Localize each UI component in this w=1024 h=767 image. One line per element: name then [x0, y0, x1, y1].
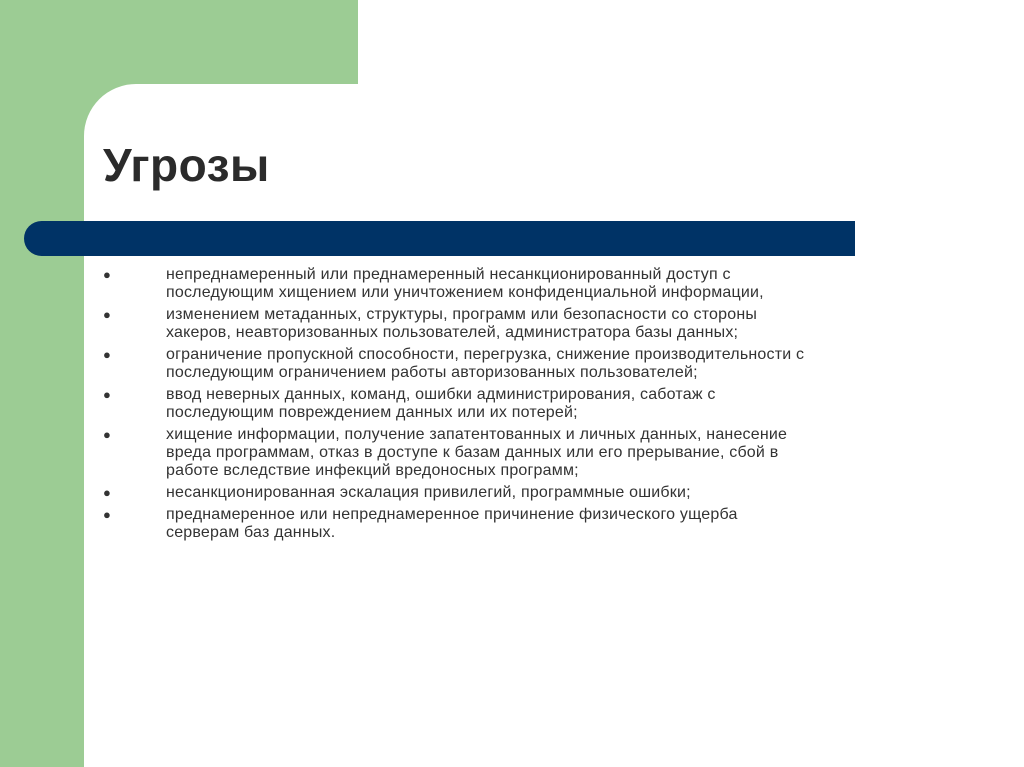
bullet-text: хищение информации, получение запатентованных и личных данных, нанесение вреда программам, отказ в доступе к базам данных или его прерывание, сбой в работе вследствие инфекций вредоносных программ;	[166, 426, 788, 479]
bullet-icon: ●	[103, 485, 111, 500]
bullet-text: непреднамеренный или преднамеренный несанкционированный доступ с последующим хищением или уничтожением конфиденциальной информации,	[166, 266, 764, 301]
bullet-text: изменением метаданных, структуры, программ или безопасности со стороны хакеров, неавторизованных пользователей, администратора базы данных;	[166, 306, 758, 341]
bullet-icon: ●	[103, 347, 111, 362]
title-underline-bar	[24, 221, 855, 256]
bullet-icon: ●	[103, 387, 111, 402]
list-item	[100, 484, 960, 502]
list-item	[100, 306, 960, 342]
bullet-text: преднамеренное или непреднамеренное причинение физического ущерба серверам баз данных.	[166, 506, 738, 541]
list-item	[100, 266, 960, 302]
bullet-icon: ●	[103, 307, 111, 322]
bullet-text: ввод неверных данных, команд, ошибки администрирования, саботаж с последующим повреждением данных или их потерей;	[166, 386, 716, 421]
bullet-icon: ●	[103, 267, 111, 282]
bullet-icon: ●	[103, 507, 111, 522]
bullet-text: несанкционированная эскалация привилегий, программные ошибки;	[166, 484, 691, 501]
list-item	[100, 346, 960, 382]
bullet-text: ограничение пропускной способности, перегрузка, снижение производительности с последующим ограничением работы авторизованных пользователей;	[166, 346, 805, 381]
list-item	[100, 506, 960, 542]
green-accent-left	[0, 0, 84, 767]
list-item	[100, 386, 960, 422]
bullet-list	[100, 266, 960, 546]
list-item	[100, 426, 960, 480]
bullet-icon: ●	[103, 427, 111, 442]
slide-title: Угрозы	[103, 139, 270, 191]
